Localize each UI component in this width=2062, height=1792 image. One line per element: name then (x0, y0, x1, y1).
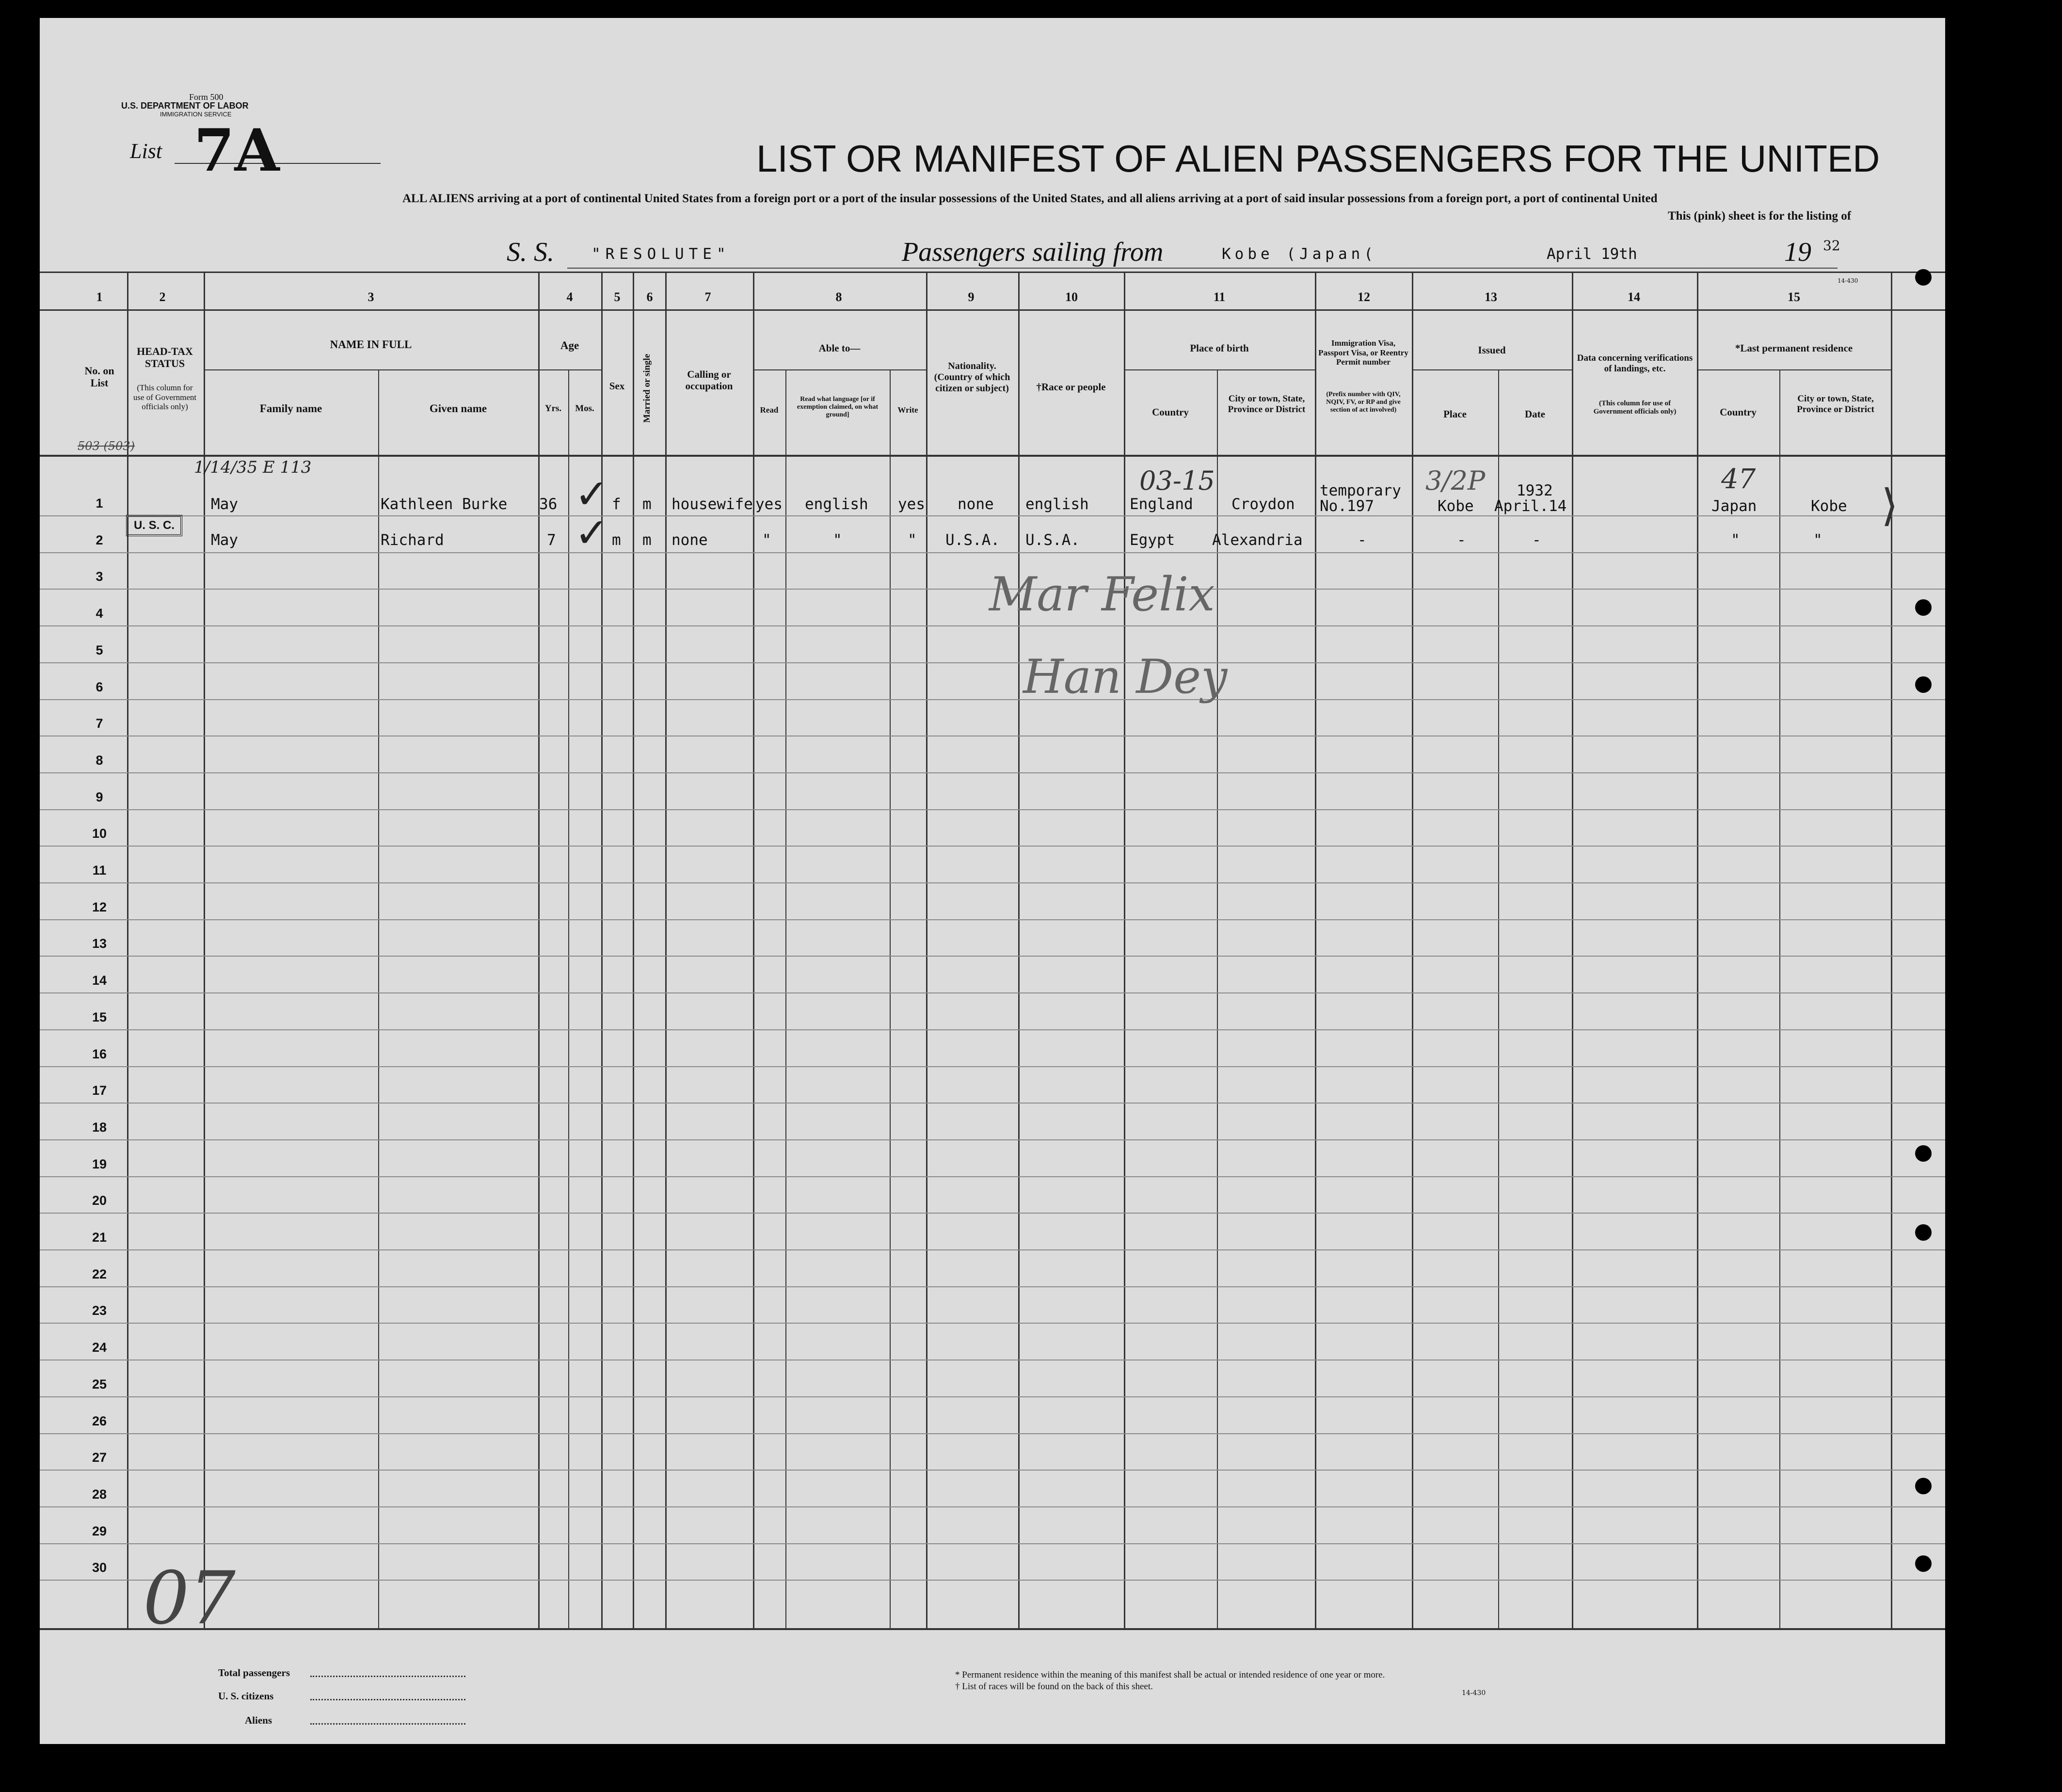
binder-hole-4 (1915, 1145, 1932, 1162)
p1-read: yes (755, 496, 783, 513)
row-number: 22 (92, 1267, 107, 1281)
header-visa-note: (Prefix number with QIV, NQIV, FV, or RP and give section of act involved) (1326, 391, 1401, 414)
p1-race: english (1025, 496, 1089, 513)
col-divider-12 (1412, 272, 1413, 1629)
header-verifications-note: (This column for use of Government officials only) (1593, 400, 1677, 416)
row-rule (40, 1286, 1945, 1287)
row-rule (40, 882, 1945, 883)
row-number: 20 (92, 1193, 107, 1208)
row-number: 9 (96, 790, 103, 804)
header-res-country: Country (1720, 406, 1757, 418)
row-rule (40, 1066, 1945, 1067)
header-no-on-list: No. on List (84, 365, 114, 389)
colnum-12: 12 (1358, 290, 1370, 304)
header-nationality: Nationality. (Country of which citizen or subject) (934, 361, 1010, 394)
colnum-9: 9 (968, 290, 975, 304)
p1-family: May (211, 496, 238, 513)
col-divider-5 (633, 272, 634, 1629)
colnum-1: 1 (96, 290, 103, 304)
row-number: 1 (96, 496, 103, 511)
annotation-top-left: 503 (503) (78, 439, 135, 453)
binder-hole-1 (1915, 269, 1932, 286)
year-suffix: 32 (1823, 238, 1840, 254)
annotation-bottom-number: 07 (143, 1556, 236, 1641)
list-number: 7A (194, 116, 280, 185)
header-given-name: Given name (429, 402, 487, 415)
subcol-family-given (378, 369, 379, 1629)
p1-res-city: Kobe (1811, 497, 1847, 515)
year-prefix: 19 (1784, 237, 1811, 267)
p1-given: Kathleen Burke (381, 496, 508, 513)
service: IMMIGRATION SERVICE (160, 111, 232, 118)
p1-sex: f (612, 496, 621, 513)
header-issued-date: Date (1525, 408, 1545, 420)
header-head-tax: HEAD-TAX STATUS (137, 345, 193, 370)
row-rule (40, 956, 1945, 957)
row-number: 23 (92, 1303, 107, 1318)
header-issued: Issued (1478, 344, 1506, 356)
footer-blank-3 (310, 1723, 465, 1725)
table-bottom-border (40, 1628, 1945, 1630)
row-rule (40, 1433, 1945, 1434)
name-subheader-line (204, 369, 538, 370)
p2-birth-city: Alexandria (1212, 531, 1303, 549)
header-yrs: Yrs. (544, 403, 562, 414)
colnum-11: 11 (1213, 290, 1226, 304)
colnum-13: 13 (1485, 290, 1497, 304)
header-calling: Calling or occupation (685, 368, 733, 392)
row-rule (40, 919, 1945, 920)
colnum-6: 6 (646, 290, 653, 304)
row-number: 12 (92, 900, 107, 914)
p2-nationality: U.S.A. (945, 531, 1000, 549)
binder-hole-3 (1915, 676, 1932, 693)
header-issued-place: Place (1443, 408, 1467, 420)
subcol-write (890, 369, 891, 1629)
row-rule (40, 1396, 1945, 1397)
row-number: 10 (92, 826, 107, 841)
colnum-7: 7 (704, 290, 711, 304)
annotation-residence-code: 47 (1721, 464, 1756, 495)
footnote-races: † List of races will be found on the back of this sheet. (955, 1681, 1153, 1692)
manifest-title: LIST OR MANIFEST OF ALIEN PASSENGERS FOR THE UNITED (756, 137, 1880, 180)
row-rule (40, 772, 1945, 773)
table-top-border (40, 272, 1945, 273)
row-number: 26 (92, 1414, 107, 1428)
tick-mark-icon: ⟩ (1881, 480, 1899, 531)
age-subheader-line (538, 369, 601, 370)
col-divider-14 (1697, 272, 1698, 1629)
row-number: 11 (92, 863, 107, 878)
ship-name: "RESOLUTE" (591, 245, 731, 263)
row-rule (40, 1213, 1945, 1214)
row-number: 3 (96, 569, 103, 584)
header-name-in-full: NAME IN FULL (330, 338, 412, 351)
p2-res-city: " (1813, 531, 1822, 549)
row-rule (40, 1543, 1945, 1544)
row-rule (40, 809, 1945, 810)
row-number: 2 (96, 533, 103, 547)
annotation-handwriting-1: Mar Felix (989, 567, 1215, 622)
header-able-to: Able to— (818, 342, 861, 354)
p1-res-country: Japan (1711, 497, 1757, 515)
p2-married: m (642, 531, 652, 549)
col-divider-3 (538, 272, 540, 1629)
row-number: 8 (96, 753, 103, 768)
header-race: †Race or people (1036, 381, 1106, 393)
able-subheader-line (753, 369, 926, 370)
row-rule (40, 662, 1945, 663)
p1-issued-place: Kobe (1438, 497, 1474, 515)
footer-blank-2 (310, 1699, 465, 1700)
department: U.S. DEPARTMENT OF LABOR (121, 101, 249, 111)
list-label: List (130, 139, 162, 163)
sailing-label: Passengers sailing from (902, 237, 1164, 267)
p1-issued-year: 1932 (1517, 482, 1553, 499)
p2-checkmark-icon: ✓ (575, 509, 609, 557)
departure-date: April 19th (1547, 245, 1637, 263)
p1-write: yes (898, 496, 925, 513)
p2-res-country: " (1731, 531, 1740, 549)
col-divider-7 (753, 272, 754, 1629)
p1-age: 36 (539, 496, 558, 513)
row-number: 21 (92, 1230, 107, 1245)
row-number: 19 (92, 1157, 107, 1171)
colnum-8: 8 (835, 290, 842, 304)
header-last-residence: *Last permanent residence (1735, 342, 1853, 354)
row-rule (40, 1470, 1945, 1471)
footnote-residence: * Permanent residence within the meaning of this manifest shall be actual or intended residence of one year or more. (955, 1670, 1385, 1680)
p2-issued-place: - (1457, 531, 1466, 549)
p1-birth-city: Croydon (1231, 496, 1295, 513)
p2-language: " (833, 531, 842, 549)
col-divider-11 (1315, 272, 1316, 1629)
row-rule (40, 1580, 1945, 1581)
colnum-14: 14 (1628, 290, 1640, 304)
row-number: 15 (92, 1010, 107, 1024)
p2-read: " (762, 531, 771, 549)
colnum-2: 2 (159, 290, 166, 304)
header-read: Read (760, 405, 779, 415)
col-divider-6 (665, 272, 667, 1629)
subcol-residence (1779, 369, 1780, 1629)
instructions-line1: ALL ALIENS arriving at a port of continental United States from a foreign port or a port of the insular possessions of the United States, and all aliens arriving at a port of said insular possessions from a foreign port, a port of continental United (402, 192, 1658, 205)
row-number: 17 (92, 1083, 107, 1098)
row-rule (40, 1176, 1945, 1177)
row-number: 16 (92, 1047, 107, 1061)
footer-form-code: 14-430 (1462, 1689, 1486, 1697)
p1-nationality: none (958, 496, 994, 513)
p1-married: m (642, 496, 652, 513)
form-number: Form 500 (189, 92, 224, 102)
colnum-15: 15 (1788, 290, 1800, 304)
issued-subheader-line (1412, 369, 1572, 370)
colnum-10: 10 (1065, 290, 1078, 304)
footer-us-citizens: U. S. citizens (218, 1690, 274, 1702)
binder-hole-7 (1915, 1555, 1932, 1572)
voyage-underline (567, 268, 1838, 269)
col-divider-13 (1572, 272, 1573, 1629)
row-rule (40, 1323, 1945, 1324)
row-rule (40, 515, 1945, 516)
p2-race: U.S.A. (1025, 531, 1080, 549)
header-age: Age (560, 339, 579, 352)
col-divider-15 (1891, 272, 1892, 1629)
col-divider-1 (127, 272, 128, 1629)
p2-visa: - (1358, 531, 1367, 549)
row-rule (40, 552, 1945, 553)
binder-hole-2 (1915, 599, 1932, 616)
instructions-line2: This (pink) sheet is for the listing of (1668, 209, 1852, 223)
row-rule (40, 699, 1945, 700)
header-birth-country: Country (1152, 406, 1189, 418)
annotation-issued-code: 3/2P (1425, 465, 1486, 496)
row-rule (40, 1506, 1945, 1507)
ss-label: S. S. (507, 237, 554, 267)
p1-calling: housewife (671, 496, 753, 513)
p1-checkmark-icon: ✓ (575, 470, 609, 518)
p2-sex: m (612, 531, 621, 549)
col-divider-9 (1018, 272, 1020, 1629)
p2-family: May (211, 531, 238, 549)
p2-calling: none (671, 531, 708, 549)
header-birth-city: City or town, State, Province or District (1228, 394, 1306, 415)
row-number: 24 (92, 1340, 107, 1355)
row-number: 28 (92, 1487, 107, 1502)
colnum-3: 3 (368, 290, 374, 304)
header-read-language: Read what language [or if exemption claimed, on what ground] (797, 396, 879, 419)
row-number: 14 (92, 973, 107, 988)
header-write: Write (897, 405, 918, 415)
row-number: 29 (92, 1524, 107, 1538)
col-divider-8 (926, 272, 927, 1629)
row-number: 6 (96, 680, 103, 694)
header-mos: Mos. (575, 403, 594, 414)
p1-visa-line1: temporary (1320, 482, 1401, 499)
row-rule (40, 1029, 1945, 1030)
row-number: 18 (92, 1120, 107, 1135)
p1-issued-date: April.14 (1494, 497, 1567, 515)
residence-subheader-line (1697, 369, 1891, 370)
subcol-yrs-mos (568, 369, 569, 1629)
footer-total-passengers: Total passengers (218, 1667, 290, 1679)
header-family-name: Family name (259, 402, 322, 415)
row-rule (40, 625, 1945, 626)
header-head-tax-note: (This column for use of Government officials only) (133, 383, 197, 412)
header-verifications: Data concerning verifications of landings, etc. (1577, 353, 1693, 374)
departure-port: Kobe (Japan( (1222, 245, 1377, 263)
p2-write: " (908, 531, 917, 549)
row-rule (40, 1103, 1945, 1104)
annotation-handwriting-2: Han Dey (1023, 650, 1228, 704)
header-sex: Sex (609, 380, 625, 392)
row-number: 13 (92, 936, 107, 951)
stamp-usc: U. S. C. (126, 515, 182, 536)
subcol-read (785, 369, 786, 1629)
annotation-birth-code: 03-15 (1139, 465, 1215, 496)
binder-hole-5 (1915, 1224, 1932, 1241)
p1-birth-country: England (1130, 496, 1193, 513)
birth-subheader-line (1124, 369, 1315, 370)
form-code-top: 14-430 (1838, 277, 1858, 284)
row-number: 4 (96, 606, 103, 621)
p1-visa-line2: No.197 (1320, 497, 1374, 515)
p2-issued-date: - (1532, 531, 1541, 549)
colnum-4: 4 (566, 290, 573, 304)
manifest-sheet (40, 18, 1945, 1744)
p2-age: 7 (547, 531, 556, 549)
header-visa: Immigration Visa, Passport Visa, or Reentry Permit number (1318, 338, 1408, 367)
colnum-5: 5 (614, 290, 621, 304)
annotation-top-date: 1/14/35 E 113 (194, 458, 312, 477)
row-rule (40, 846, 1945, 847)
row-number: 27 (92, 1450, 107, 1465)
footer-aliens: Aliens (245, 1714, 272, 1726)
p2-birth-country: Egypt (1130, 531, 1175, 549)
row-rule (40, 1249, 1945, 1250)
row-rule (40, 992, 1945, 993)
header-married: Married or single (642, 353, 653, 423)
binder-hole-6 (1915, 1478, 1932, 1494)
footer-blank-1 (310, 1676, 465, 1677)
subcol-issued (1498, 369, 1499, 1629)
header-place-of-birth: Place of birth (1190, 342, 1249, 354)
row-number: 30 (92, 1560, 107, 1575)
row-number: 7 (96, 716, 103, 731)
row-number: 25 (92, 1377, 107, 1392)
column-number-border (40, 309, 1945, 311)
header-res-city: City or town, State, Province or District (1797, 394, 1874, 415)
p1-language: english (805, 496, 868, 513)
row-rule (40, 1139, 1945, 1140)
col-divider-10 (1124, 272, 1125, 1629)
row-number: 5 (96, 643, 103, 657)
subcol-birth (1217, 369, 1218, 1629)
p2-given: Richard (381, 531, 444, 549)
header-bottom-border (40, 455, 1945, 457)
